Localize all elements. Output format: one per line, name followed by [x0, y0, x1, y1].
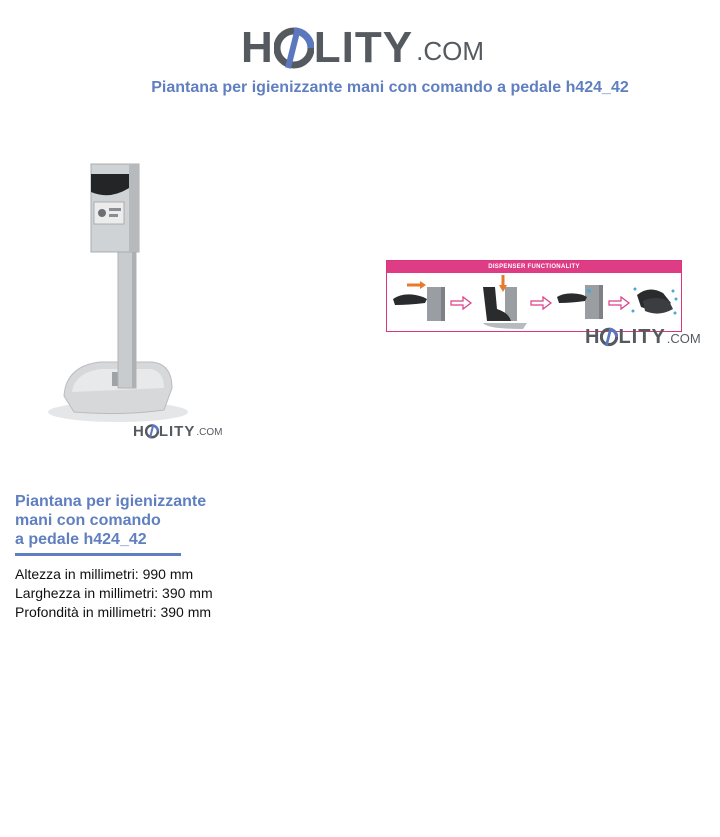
site-logo[interactable]	[241, 14, 484, 70]
hands-rubbing-icon	[632, 288, 678, 315]
logo-o-icon	[145, 423, 159, 439]
arrow-right-icon	[451, 297, 471, 309]
product-name-line: Piantana per igienizzante	[15, 493, 207, 510]
logo-o-icon	[600, 326, 618, 347]
product-name-line: mani con comando	[15, 512, 161, 529]
logo-word: LITY	[313, 23, 414, 72]
title-underline	[15, 553, 181, 556]
logo-letter-h: H	[241, 23, 274, 72]
logo-o-icon	[274, 24, 314, 70]
product-name	[15, 492, 225, 549]
product-name-line: a pedale h424_42	[15, 531, 147, 548]
spec-depth: Profondità in millimetri: 390 mm	[15, 604, 212, 620]
hand-receiving-gel-icon	[557, 285, 603, 319]
functionality-image[interactable]	[386, 260, 682, 332]
spec-width: Larghezza in millimetri: 390 mm	[15, 585, 213, 601]
spec-height: Altezza in millimetri: 990 mm	[15, 566, 194, 582]
product-image[interactable]	[0, 140, 240, 450]
foot-pedal-icon	[483, 275, 527, 329]
functionality-image-logo: H LITY .COM	[585, 326, 701, 348]
arrow-right-icon	[531, 297, 551, 309]
product-image-logo: H LITY .COM	[133, 423, 223, 440]
product-specs	[15, 565, 213, 622]
arrow-right-icon	[609, 297, 629, 309]
page-title: Piantana per igienizzante mani con comando a pedale h424_42	[151, 79, 629, 96]
functionality-header: DISPENSER FUNCTIONALITY	[387, 261, 681, 273]
hand-under-dispenser-icon	[393, 281, 445, 321]
logo-suffix: .COM	[416, 36, 484, 66]
